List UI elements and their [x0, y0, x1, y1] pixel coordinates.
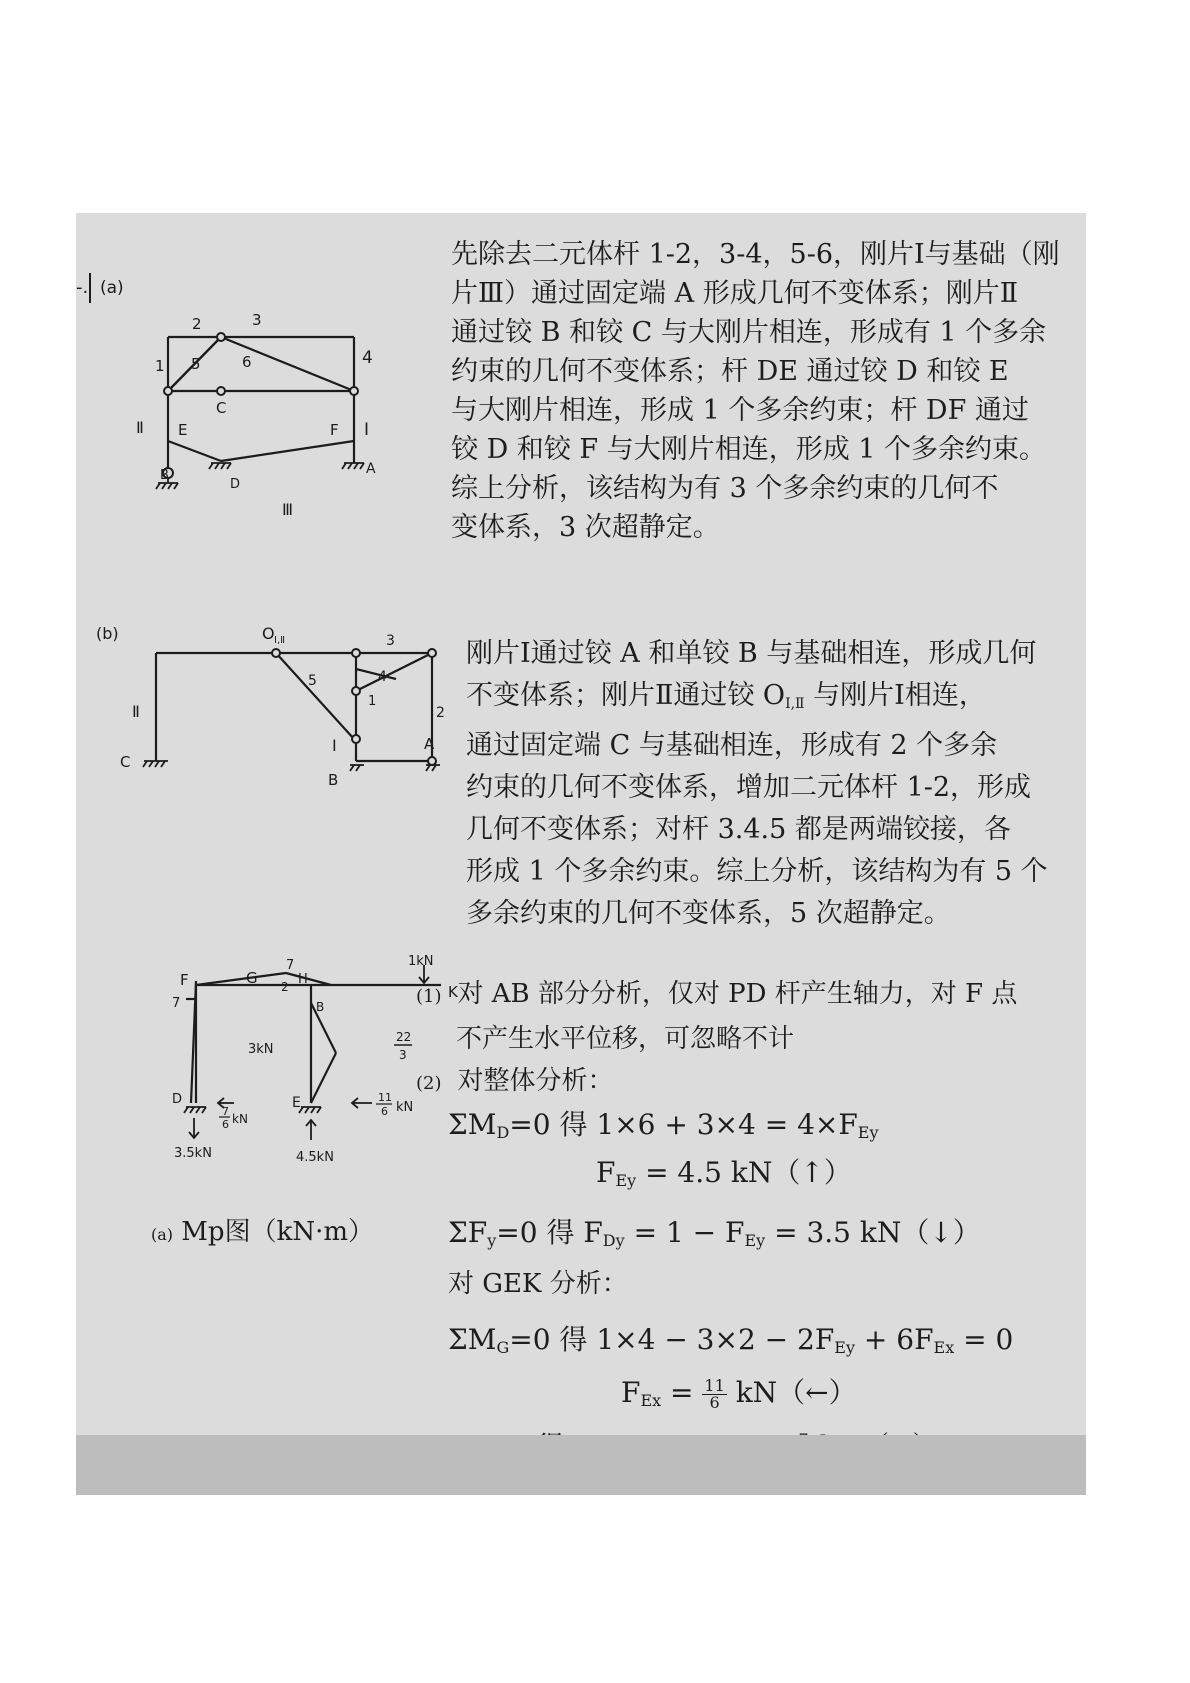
fig-a-explanation: [451, 235, 1060, 547]
eq2-lhs-sub: y: [487, 1231, 497, 1250]
fig-b-line: [466, 675, 1048, 725]
fig-a-piece-III: Ⅲ: [282, 500, 294, 519]
figure-b-frame: [76, 613, 445, 813]
fig-b-bar5: 5: [308, 673, 317, 689]
fig-a-node-f: F: [330, 421, 339, 439]
fig-b-line-part: 与刚片Ⅰ相连，: [813, 680, 986, 711]
res3: [621, 1371, 857, 1411]
eq1-rhs: =0 得 1×6 + 3×4 = 4×F: [509, 1108, 858, 1141]
fig-a-line: 铰 D 和铰 F 与大刚片相连，形成 1 个多余约束。: [451, 434, 1047, 465]
step2-text: 对整体分析：: [457, 1066, 614, 1096]
fig-c-load: 1kN: [408, 954, 434, 969]
res3-unit: kN（←）: [735, 1376, 857, 1409]
fig-b-line: 多余约束的几何不变体系，5 次超静定。: [466, 898, 951, 929]
fig-c-ex-den: 6: [381, 1105, 388, 1118]
fig-a-piece-II: Ⅱ: [136, 418, 144, 437]
res1: [596, 1151, 852, 1191]
gek-heading: 对 GEK 分析：: [448, 1269, 628, 1299]
fig-c-m3: 3kN: [248, 1042, 274, 1057]
res1-f: F: [596, 1156, 616, 1189]
fig-b-explanation: [466, 633, 1048, 935]
fig-c-node-b: B: [316, 1000, 325, 1014]
fig-c-node-f: F: [180, 971, 189, 989]
res3-sub: Ex: [640, 1391, 662, 1410]
step1-cont: 不产生水平位移，可忽略不计: [456, 1024, 795, 1054]
fig-b-bar1: 1: [368, 694, 377, 709]
problem-marker: -.: [76, 277, 89, 298]
fig-a-line: 综上分析，该结构为有 3 个多余约束的几何不: [451, 473, 999, 504]
fig-b-bar4: 4: [378, 669, 387, 685]
fig-c-m22-num: 22: [396, 1030, 412, 1044]
figure-a-frame: [76, 263, 396, 523]
fig-b-piece-II: Ⅱ: [132, 702, 140, 721]
res1-val: = 4.5 kN（↑）: [645, 1156, 852, 1189]
fig-b-node-o: O: [262, 624, 275, 643]
fig-a-piece-I: I: [364, 420, 370, 440]
fig-c-node-e: E: [292, 1095, 301, 1111]
fig-a-bar1: 1: [155, 357, 165, 375]
fig-b-node-o-sub: Ⅰ,Ⅱ: [274, 635, 286, 646]
fig-a-line: 片Ⅲ）通过固定端 A 形成几何不变体系；刚片Ⅱ: [451, 278, 1019, 309]
fig-c-m7-top: 7: [286, 958, 295, 973]
step1: [416, 973, 1017, 1105]
fig-a-line: 变体系，3 次超静定。: [451, 512, 720, 543]
scanned-page: [76, 213, 1086, 1495]
fig-a-label: (a): [100, 278, 124, 298]
eq3-a-sub: Ey: [834, 1338, 855, 1357]
fig-a-line: 先除去二元体杆 1-2，3-4，5-6，刚片Ⅰ与基础（刚: [451, 239, 1060, 270]
fig-c-caption-text: Mp图（kN·m）: [181, 1217, 374, 1247]
eq1: [448, 1103, 879, 1143]
eq2-res: = 3.5 kN（↓）: [774, 1216, 981, 1249]
eq2-rhs: = 1 − F: [633, 1216, 745, 1249]
eq3-lhs-sub: G: [496, 1338, 510, 1357]
eq3-b-sub: Ex: [933, 1338, 955, 1357]
fig-a-node-d: D: [230, 477, 241, 492]
fig-b-piece-I: Ⅰ: [332, 736, 337, 755]
eq2-mid: =0 得 F: [496, 1216, 603, 1249]
fig-c-caption: [151, 1211, 374, 1248]
fig-a-line: 通过铰 B 和铰 C 与大刚片相连，形成有 1 个多余: [451, 317, 1047, 348]
eq1-lhs-sub: D: [496, 1123, 510, 1142]
fig-c-ex-unit: kN: [396, 1100, 414, 1115]
fig-c-ey: 4.5kN: [296, 1150, 334, 1165]
fig-c-m7-left: 7: [172, 996, 181, 1011]
eq3-lhs: ΣM: [448, 1323, 497, 1356]
eq1-rhs-sub: Ey: [857, 1123, 879, 1142]
step2-num: (2): [416, 1073, 442, 1094]
eq1-lhs: ΣM: [448, 1108, 497, 1141]
res1-sub: Ey: [615, 1171, 637, 1190]
eq3-c: = 0: [963, 1323, 1014, 1356]
eq3-a: =0 得 1×4 − 3×2 − 2F: [509, 1323, 835, 1356]
fig-a-node-b: B: [160, 468, 169, 483]
fig-c-dx-num: 7: [222, 1105, 229, 1118]
eq2-rhs-sub: Ey: [744, 1231, 766, 1250]
fig-c-caption-label: (a): [151, 1225, 174, 1244]
step1-num: (1): [416, 986, 442, 1007]
fig-a-bar3: 3: [252, 311, 262, 329]
fig-b-line: 形成 1 个多余约束。综上分析，该结构为有 5 个: [466, 856, 1048, 887]
fig-a-bar4: 4: [362, 348, 373, 368]
fig-b-bar2: 2: [436, 705, 445, 721]
eq3-b: + 6F: [863, 1323, 934, 1356]
fig-b-line: 几何不变体系；对杆 3.4.5 都是两端铰接，各: [466, 814, 1011, 845]
eq2-lhs: ΣF: [448, 1216, 488, 1249]
fig-c-m2: 2: [281, 980, 289, 994]
eq2: [448, 1211, 981, 1251]
step1-text: 对 AB 部分分析，仅对 PD 杆产生轴力，对 F 点: [457, 979, 1018, 1009]
step1-line: [416, 973, 1017, 1018]
res3-den: 6: [709, 1393, 720, 1412]
fig-a-node-c: C: [216, 399, 227, 417]
fig-c-dx-den: 6: [222, 1118, 229, 1131]
step2-line: [416, 1060, 1017, 1105]
fig-b-label: (b): [96, 624, 119, 643]
fig-b-line: 约束的几何不变体系，增加二元体杆 1-2，形成: [466, 772, 1032, 803]
fig-a-line: 与大刚片相连，形成 1 个多余约束；杆 DF 通过: [451, 395, 1029, 426]
res3-f: F: [621, 1376, 641, 1409]
fig-c-node-g: G: [246, 969, 258, 987]
fig-b-line-part: 不变体系；刚片Ⅱ通过铰 O: [466, 680, 786, 711]
fig-b-bar3: 3: [386, 633, 395, 649]
res3-num: 11: [704, 1376, 725, 1395]
res3-eq: =: [670, 1376, 694, 1409]
fig-b-line: 通过固定端 C 与基础相连，形成有 2 个多余: [466, 730, 998, 761]
fig-a-node-e: E: [178, 421, 188, 439]
fig-b-hinge-sub: Ⅰ,Ⅱ: [785, 696, 805, 712]
fig-b-node-c: C: [120, 753, 131, 771]
fig-a-line: 约束的几何不变体系；杆 DE 通过铰 D 和铰 E: [451, 356, 1009, 387]
eq3: [448, 1318, 1013, 1358]
fig-c-dy: 3.5kN: [174, 1146, 212, 1161]
fig-c-ex-num: 11: [378, 1091, 392, 1104]
fig-c-node-d: D: [172, 1092, 183, 1107]
fig-c-node-k: K: [448, 983, 458, 1001]
fig-c-m22-den: 3: [399, 1048, 407, 1062]
page-shadow: [76, 1435, 1086, 1495]
fig-a-bar2: 2: [192, 315, 202, 333]
fig-a-bar5: 5: [191, 355, 201, 373]
fig-b-node-b: B: [328, 771, 339, 789]
fig-a-node-a: A: [366, 461, 376, 477]
fig-b-line: 刚片Ⅰ通过铰 A 和单铰 B 与基础相连，形成几何: [466, 638, 1037, 669]
fig-b-node-a: A: [424, 735, 435, 753]
eq2-mid-sub: Dy: [602, 1231, 625, 1250]
fig-c-dx-unit: kN: [232, 1112, 248, 1126]
fig-c-node-h: H: [298, 972, 308, 987]
res3-fraction: [702, 1378, 726, 1411]
fig-a-bar6: 6: [242, 353, 252, 371]
